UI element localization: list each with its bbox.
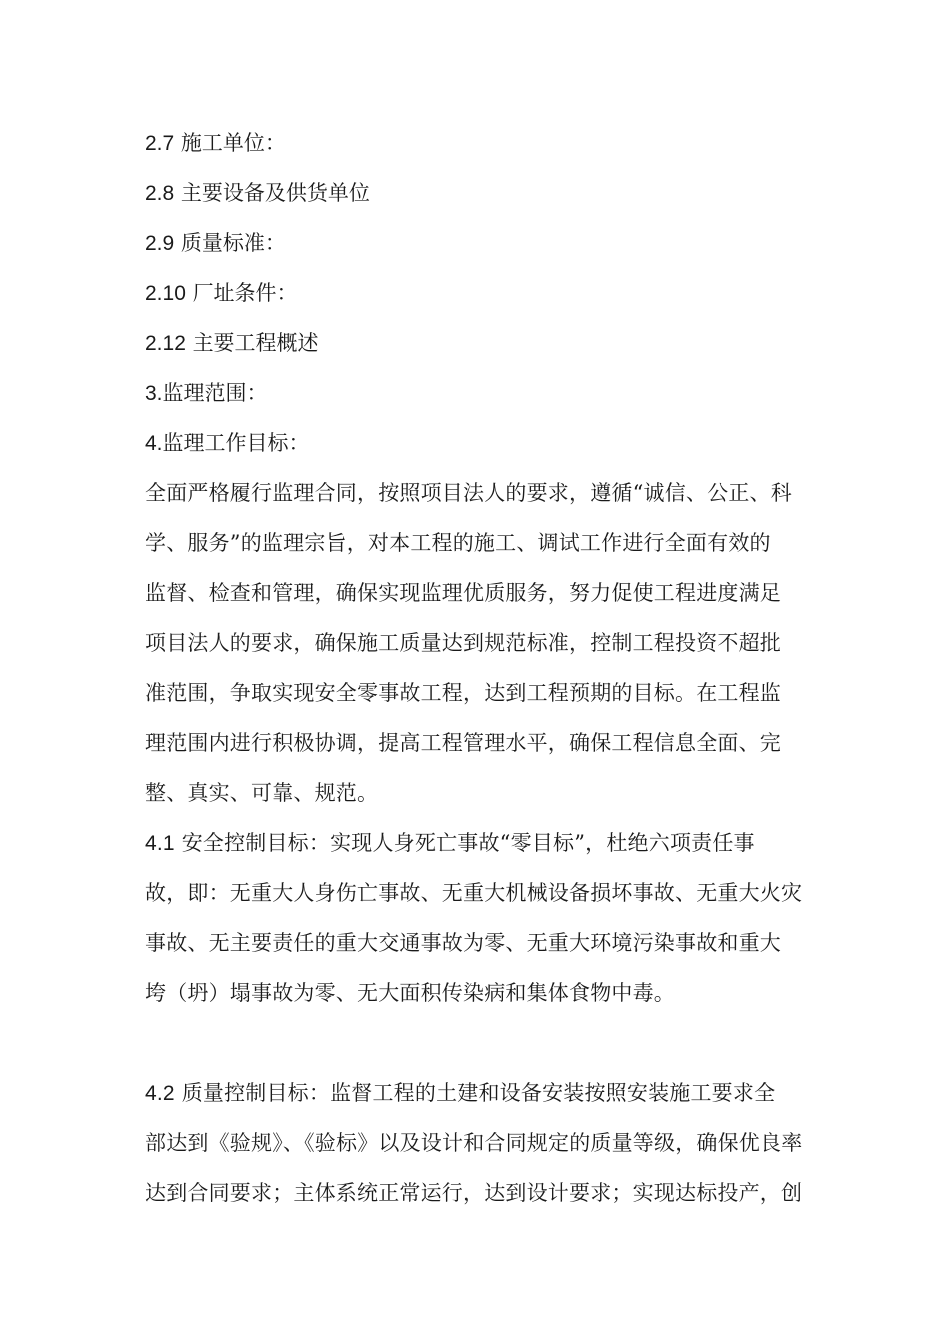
heading-text: 监理工作目标： xyxy=(162,431,310,455)
heading-2-8 xyxy=(145,168,810,218)
heading-text: 监理范围： xyxy=(162,381,268,405)
heading-number: 2.12 xyxy=(145,332,186,355)
paragraph-line: 全面严格履行监理合同，按照项目法人的要求，遵循“诚信、公正、科 xyxy=(145,481,792,505)
heading-text: 厂址条件： xyxy=(192,281,298,305)
safety-goal-section xyxy=(145,818,810,1018)
heading-number: 2.10 xyxy=(145,282,186,305)
paragraph-line: 项目法人的要求，确保施工质量达到规范标准，控制工程投资不超批 xyxy=(145,631,781,655)
paragraph-line xyxy=(145,818,810,868)
quality-goal-section xyxy=(145,1068,810,1218)
goal-paragraph xyxy=(145,468,810,818)
paragraph-line: 事故、无主要责任的重大交通事故为零、无重大环境污染事故和重大 xyxy=(145,931,781,955)
heading-text: 主要设备及供货单位 xyxy=(180,181,370,205)
paragraph-line: 监督、检查和管理，确保实现监理优质服务，努力促使工程进度满足 xyxy=(145,581,781,605)
heading-number: 3. xyxy=(145,382,163,405)
section-number: 4.1 xyxy=(145,832,175,855)
heading-number: 2.7 xyxy=(145,132,175,155)
paragraph-line: 整、真实、可靠、规范。 xyxy=(145,781,379,805)
heading-number: 4. xyxy=(145,432,163,455)
heading-2-12 xyxy=(145,318,810,368)
heading-2-10 xyxy=(145,268,810,318)
paragraph-line: 部达到《验规》、《验标》以及设计和合同规定的质量等级，确保优良率 xyxy=(145,1131,803,1155)
paragraph-line xyxy=(145,1068,810,1118)
section-text: 安全控制目标：实现人身死亡事故“零目标”，杜绝六项责任事 xyxy=(181,831,755,855)
heading-4 xyxy=(145,418,810,468)
paragraph-line: 故，即：无重大人身伤亡事故、无重大机械设备损坏事故、无重大火灾 xyxy=(145,881,803,905)
paragraph-line: 准范围，争取实现安全零事故工程，达到工程预期的目标。在工程监 xyxy=(145,681,781,705)
paragraph-line: 学、服务”的监理宗旨，对本工程的施工、调试工作进行全面有效的 xyxy=(145,531,771,555)
heading-number: 2.8 xyxy=(145,182,175,205)
heading-text: 质量标准： xyxy=(180,231,286,255)
heading-3 xyxy=(145,368,810,418)
paragraph-line: 理范围内进行积极协调，提高工程管理水平，确保工程信息全面、完 xyxy=(145,731,781,755)
paragraph-line: 达到合同要求；主体系统正常运行，达到设计要求；实现达标投产，创 xyxy=(145,1181,803,1205)
section-number: 4.2 xyxy=(145,1082,175,1105)
heading-number: 2.9 xyxy=(145,232,175,255)
blank-line xyxy=(145,1018,810,1068)
heading-text: 施工单位： xyxy=(180,131,286,155)
heading-text: 主要工程概述 xyxy=(192,331,319,355)
section-text: 质量控制目标：监督工程的土建和设备安装按照安装施工要求全 xyxy=(181,1081,776,1105)
paragraph-line: 垮（坍）塌事故为零、无大面积传染病和集体食物中毒。 xyxy=(145,981,675,1005)
heading-2-9 xyxy=(145,218,810,268)
heading-2-7 xyxy=(145,118,810,168)
document-page xyxy=(145,118,810,1218)
